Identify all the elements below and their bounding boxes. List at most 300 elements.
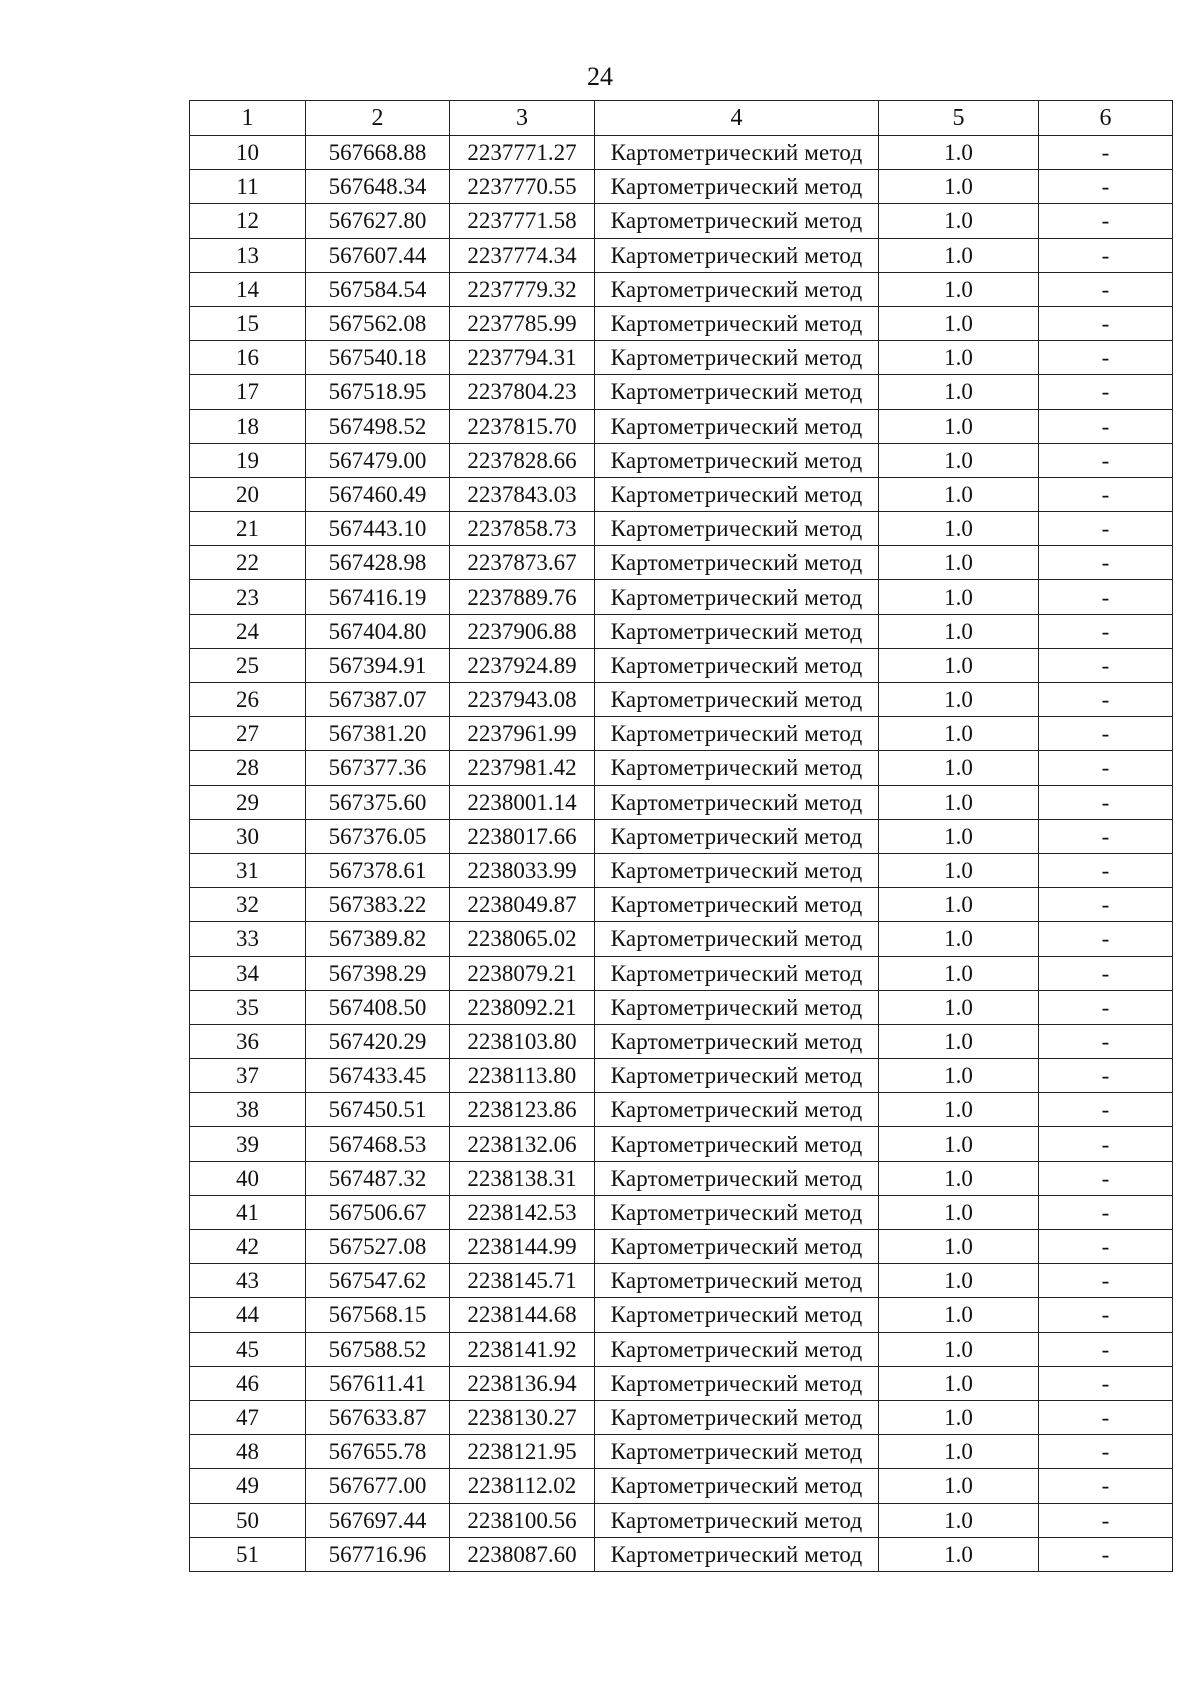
- cell-y-coordinate: 2237804.23: [450, 375, 595, 409]
- cell-y-coordinate: 2237774.34: [450, 238, 595, 272]
- cell-x-coordinate: 567479.00: [306, 443, 450, 477]
- cell-point-number: 41: [190, 1195, 306, 1229]
- cell-y-coordinate: 2237785.99: [450, 306, 595, 340]
- cell-accuracy: 1.0: [879, 1195, 1039, 1229]
- cell-point-number: 13: [190, 238, 306, 272]
- cell-x-coordinate: 567562.08: [306, 306, 450, 340]
- table-body: [190, 136, 1173, 1572]
- cell-x-coordinate: 567468.53: [306, 1127, 450, 1161]
- cell-y-coordinate: 2237770.55: [450, 170, 595, 204]
- cell-x-coordinate: 567677.00: [306, 1469, 450, 1503]
- cell-x-coordinate: 567377.36: [306, 751, 450, 785]
- table-row: [190, 1366, 1173, 1400]
- cell-method: Картометрический метод: [595, 1264, 879, 1298]
- table-row: [190, 136, 1173, 170]
- cell-note: -: [1039, 751, 1173, 785]
- cell-note: -: [1039, 1195, 1173, 1229]
- cell-method: Картометрический метод: [595, 990, 879, 1024]
- table-row: [190, 888, 1173, 922]
- table-row: [190, 546, 1173, 580]
- cell-point-number: 40: [190, 1161, 306, 1195]
- cell-x-coordinate: 567394.91: [306, 648, 450, 682]
- cell-y-coordinate: 2238092.21: [450, 990, 595, 1024]
- cell-x-coordinate: 567375.60: [306, 785, 450, 819]
- table-row: [190, 717, 1173, 751]
- cell-point-number: 10: [190, 136, 306, 170]
- cell-note: -: [1039, 1059, 1173, 1093]
- cell-point-number: 30: [190, 819, 306, 853]
- table-row: [190, 1298, 1173, 1332]
- cell-point-number: 44: [190, 1298, 306, 1332]
- cell-y-coordinate: 2237771.27: [450, 136, 595, 170]
- cell-point-number: 50: [190, 1503, 306, 1537]
- cell-y-coordinate: 2237779.32: [450, 272, 595, 306]
- cell-accuracy: 1.0: [879, 409, 1039, 443]
- cell-accuracy: 1.0: [879, 306, 1039, 340]
- table-row: [190, 1264, 1173, 1298]
- cell-x-coordinate: 567460.49: [306, 477, 450, 511]
- cell-accuracy: 1.0: [879, 1400, 1039, 1434]
- cell-point-number: 21: [190, 512, 306, 546]
- cell-y-coordinate: 2237858.73: [450, 512, 595, 546]
- cell-x-coordinate: 567655.78: [306, 1435, 450, 1469]
- column-header-5: 5: [879, 101, 1039, 136]
- cell-point-number: 26: [190, 683, 306, 717]
- cell-note: -: [1039, 1469, 1173, 1503]
- cell-y-coordinate: 2238132.06: [450, 1127, 595, 1161]
- cell-note: -: [1039, 614, 1173, 648]
- table-row: [190, 170, 1173, 204]
- table-row: [190, 512, 1173, 546]
- cell-note: -: [1039, 1093, 1173, 1127]
- cell-x-coordinate: 567398.29: [306, 956, 450, 990]
- cell-note: -: [1039, 477, 1173, 511]
- cell-x-coordinate: 567487.32: [306, 1161, 450, 1195]
- cell-y-coordinate: 2238136.94: [450, 1366, 595, 1400]
- cell-method: Картометрический метод: [595, 853, 879, 887]
- cell-x-coordinate: 567607.44: [306, 238, 450, 272]
- cell-point-number: 49: [190, 1469, 306, 1503]
- cell-y-coordinate: 2237828.66: [450, 443, 595, 477]
- cell-method: Картометрический метод: [595, 477, 879, 511]
- column-header-4: 4: [595, 101, 879, 136]
- table-row: [190, 443, 1173, 477]
- cell-y-coordinate: 2237794.31: [450, 341, 595, 375]
- cell-method: Картометрический метод: [595, 956, 879, 990]
- cell-x-coordinate: 567540.18: [306, 341, 450, 375]
- cell-note: -: [1039, 990, 1173, 1024]
- cell-y-coordinate: 2238130.27: [450, 1400, 595, 1434]
- cell-method: Картометрический метод: [595, 238, 879, 272]
- cell-method: Картометрический метод: [595, 1230, 879, 1264]
- table-row: [190, 922, 1173, 956]
- cell-note: -: [1039, 683, 1173, 717]
- cell-accuracy: 1.0: [879, 580, 1039, 614]
- cell-accuracy: 1.0: [879, 1298, 1039, 1332]
- cell-method: Картометрический метод: [595, 272, 879, 306]
- cell-method: Картометрический метод: [595, 648, 879, 682]
- cell-accuracy: 1.0: [879, 1332, 1039, 1366]
- cell-x-coordinate: 567668.88: [306, 136, 450, 170]
- cell-note: -: [1039, 1400, 1173, 1434]
- table-row: [190, 785, 1173, 819]
- column-header-3: 3: [450, 101, 595, 136]
- table-row: [190, 272, 1173, 306]
- cell-y-coordinate: 2238100.56: [450, 1503, 595, 1537]
- cell-accuracy: 1.0: [879, 1161, 1039, 1195]
- cell-accuracy: 1.0: [879, 1024, 1039, 1058]
- cell-x-coordinate: 567378.61: [306, 853, 450, 887]
- cell-point-number: 25: [190, 648, 306, 682]
- cell-point-number: 24: [190, 614, 306, 648]
- table-row: [190, 1400, 1173, 1434]
- table-row: [190, 1332, 1173, 1366]
- cell-x-coordinate: 567498.52: [306, 409, 450, 443]
- cell-method: Картометрический метод: [595, 819, 879, 853]
- cell-method: Картометрический метод: [595, 717, 879, 751]
- cell-accuracy: 1.0: [879, 648, 1039, 682]
- cell-point-number: 19: [190, 443, 306, 477]
- table-row: [190, 1469, 1173, 1503]
- table-row: [190, 1093, 1173, 1127]
- cell-y-coordinate: 2238103.80: [450, 1024, 595, 1058]
- cell-method: Картометрический метод: [595, 409, 879, 443]
- cell-method: Картометрический метод: [595, 443, 879, 477]
- cell-point-number: 32: [190, 888, 306, 922]
- cell-accuracy: 1.0: [879, 136, 1039, 170]
- cell-y-coordinate: 2238141.92: [450, 1332, 595, 1366]
- cell-accuracy: 1.0: [879, 546, 1039, 580]
- cell-y-coordinate: 2238145.71: [450, 1264, 595, 1298]
- cell-accuracy: 1.0: [879, 375, 1039, 409]
- cell-y-coordinate: 2237943.08: [450, 683, 595, 717]
- cell-note: -: [1039, 922, 1173, 956]
- table-row: [190, 1059, 1173, 1093]
- cell-y-coordinate: 2237924.89: [450, 648, 595, 682]
- table-header: [190, 101, 1173, 136]
- cell-note: -: [1039, 409, 1173, 443]
- cell-note: -: [1039, 1503, 1173, 1537]
- coordinates-table: [189, 100, 1173, 1572]
- cell-y-coordinate: 2237873.67: [450, 546, 595, 580]
- cell-point-number: 43: [190, 1264, 306, 1298]
- cell-y-coordinate: 2238144.99: [450, 1230, 595, 1264]
- cell-note: -: [1039, 238, 1173, 272]
- table-row: [190, 1503, 1173, 1537]
- cell-method: Картометрический метод: [595, 1127, 879, 1161]
- cell-method: Картометрический метод: [595, 306, 879, 340]
- cell-accuracy: 1.0: [879, 1093, 1039, 1127]
- cell-y-coordinate: 2238138.31: [450, 1161, 595, 1195]
- cell-x-coordinate: 567404.80: [306, 614, 450, 648]
- cell-point-number: 15: [190, 306, 306, 340]
- cell-x-coordinate: 567518.95: [306, 375, 450, 409]
- cell-note: -: [1039, 136, 1173, 170]
- cell-point-number: 46: [190, 1366, 306, 1400]
- cell-accuracy: 1.0: [879, 1059, 1039, 1093]
- cell-accuracy: 1.0: [879, 1366, 1039, 1400]
- cell-method: Картометрический метод: [595, 1366, 879, 1400]
- cell-point-number: 35: [190, 990, 306, 1024]
- cell-y-coordinate: 2238121.95: [450, 1435, 595, 1469]
- cell-x-coordinate: 567588.52: [306, 1332, 450, 1366]
- cell-accuracy: 1.0: [879, 853, 1039, 887]
- cell-x-coordinate: 567547.62: [306, 1264, 450, 1298]
- cell-x-coordinate: 567506.67: [306, 1195, 450, 1229]
- cell-accuracy: 1.0: [879, 1264, 1039, 1298]
- cell-accuracy: 1.0: [879, 1230, 1039, 1264]
- table-row: [190, 1161, 1173, 1195]
- cell-method: Картометрический метод: [595, 922, 879, 956]
- cell-y-coordinate: 2238017.66: [450, 819, 595, 853]
- cell-method: Картометрический метод: [595, 1503, 879, 1537]
- cell-method: Картометрический метод: [595, 375, 879, 409]
- cell-x-coordinate: 567420.29: [306, 1024, 450, 1058]
- cell-x-coordinate: 567416.19: [306, 580, 450, 614]
- cell-accuracy: 1.0: [879, 717, 1039, 751]
- cell-point-number: 22: [190, 546, 306, 580]
- cell-method: Картометрический метод: [595, 1059, 879, 1093]
- cell-x-coordinate: 567568.15: [306, 1298, 450, 1332]
- table-row: [190, 1435, 1173, 1469]
- table-row: [190, 409, 1173, 443]
- cell-method: Картометрический метод: [595, 1469, 879, 1503]
- cell-x-coordinate: 567627.80: [306, 204, 450, 238]
- cell-accuracy: 1.0: [879, 819, 1039, 853]
- cell-note: -: [1039, 853, 1173, 887]
- cell-point-number: 36: [190, 1024, 306, 1058]
- cell-accuracy: 1.0: [879, 990, 1039, 1024]
- cell-point-number: 34: [190, 956, 306, 990]
- cell-note: -: [1039, 1537, 1173, 1571]
- cell-point-number: 11: [190, 170, 306, 204]
- cell-method: Картометрический метод: [595, 341, 879, 375]
- cell-x-coordinate: 567381.20: [306, 717, 450, 751]
- cell-note: -: [1039, 341, 1173, 375]
- cell-point-number: 12: [190, 204, 306, 238]
- cell-accuracy: 1.0: [879, 922, 1039, 956]
- cell-accuracy: 1.0: [879, 785, 1039, 819]
- cell-y-coordinate: 2238065.02: [450, 922, 595, 956]
- cell-method: Картометрический метод: [595, 580, 879, 614]
- table-row: [190, 477, 1173, 511]
- cell-note: -: [1039, 1332, 1173, 1366]
- cell-y-coordinate: 2237961.99: [450, 717, 595, 751]
- cell-y-coordinate: 2238144.68: [450, 1298, 595, 1332]
- table-row: [190, 648, 1173, 682]
- cell-point-number: 20: [190, 477, 306, 511]
- cell-accuracy: 1.0: [879, 272, 1039, 306]
- cell-point-number: 27: [190, 717, 306, 751]
- cell-method: Картометрический метод: [595, 1195, 879, 1229]
- cell-note: -: [1039, 1366, 1173, 1400]
- cell-method: Картометрический метод: [595, 1332, 879, 1366]
- cell-note: -: [1039, 546, 1173, 580]
- cell-note: -: [1039, 580, 1173, 614]
- cell-accuracy: 1.0: [879, 1435, 1039, 1469]
- cell-accuracy: 1.0: [879, 170, 1039, 204]
- cell-x-coordinate: 567611.41: [306, 1366, 450, 1400]
- cell-method: Картометрический метод: [595, 1400, 879, 1434]
- cell-note: -: [1039, 1298, 1173, 1332]
- cell-note: -: [1039, 819, 1173, 853]
- cell-note: -: [1039, 1024, 1173, 1058]
- cell-x-coordinate: 567633.87: [306, 1400, 450, 1434]
- cell-y-coordinate: 2238087.60: [450, 1537, 595, 1571]
- cell-method: Картометрический метод: [595, 1024, 879, 1058]
- cell-note: -: [1039, 204, 1173, 238]
- cell-note: -: [1039, 1435, 1173, 1469]
- cell-accuracy: 1.0: [879, 204, 1039, 238]
- cell-note: -: [1039, 956, 1173, 990]
- cell-accuracy: 1.0: [879, 888, 1039, 922]
- cell-note: -: [1039, 375, 1173, 409]
- cell-method: Картометрический метод: [595, 1093, 879, 1127]
- cell-y-coordinate: 2238079.21: [450, 956, 595, 990]
- cell-note: -: [1039, 1230, 1173, 1264]
- cell-note: -: [1039, 272, 1173, 306]
- cell-x-coordinate: 567697.44: [306, 1503, 450, 1537]
- table-row: [190, 375, 1173, 409]
- cell-note: -: [1039, 170, 1173, 204]
- cell-accuracy: 1.0: [879, 614, 1039, 648]
- cell-method: Картометрический метод: [595, 888, 879, 922]
- table-row: [190, 238, 1173, 272]
- cell-y-coordinate: 2237815.70: [450, 409, 595, 443]
- cell-point-number: 47: [190, 1400, 306, 1434]
- table-row: [190, 1127, 1173, 1161]
- cell-x-coordinate: 567387.07: [306, 683, 450, 717]
- cell-note: -: [1039, 1264, 1173, 1298]
- table-row: [190, 341, 1173, 375]
- cell-method: Картометрический метод: [595, 512, 879, 546]
- cell-x-coordinate: 567527.08: [306, 1230, 450, 1264]
- cell-y-coordinate: 2238001.14: [450, 785, 595, 819]
- cell-method: Картометрический метод: [595, 1161, 879, 1195]
- table-row: [190, 614, 1173, 648]
- cell-x-coordinate: 567450.51: [306, 1093, 450, 1127]
- cell-method: Картометрический метод: [595, 204, 879, 238]
- cell-accuracy: 1.0: [879, 1503, 1039, 1537]
- table-row: [190, 580, 1173, 614]
- cell-x-coordinate: 567648.34: [306, 170, 450, 204]
- cell-point-number: 17: [190, 375, 306, 409]
- column-header-2: 2: [306, 101, 450, 136]
- cell-note: -: [1039, 648, 1173, 682]
- cell-method: Картометрический метод: [595, 1537, 879, 1571]
- cell-accuracy: 1.0: [879, 341, 1039, 375]
- cell-x-coordinate: 567433.45: [306, 1059, 450, 1093]
- cell-y-coordinate: 2237771.58: [450, 204, 595, 238]
- cell-x-coordinate: 567716.96: [306, 1537, 450, 1571]
- cell-y-coordinate: 2237843.03: [450, 477, 595, 511]
- table-row: [190, 204, 1173, 238]
- cell-accuracy: 1.0: [879, 1469, 1039, 1503]
- table-row: [190, 956, 1173, 990]
- table-row: [190, 1195, 1173, 1229]
- table-row: [190, 1230, 1173, 1264]
- cell-note: -: [1039, 306, 1173, 340]
- column-header-6: 6: [1039, 101, 1173, 136]
- cell-y-coordinate: 2237906.88: [450, 614, 595, 648]
- cell-note: -: [1039, 717, 1173, 751]
- cell-method: Картометрический метод: [595, 1435, 879, 1469]
- cell-y-coordinate: 2238112.02: [450, 1469, 595, 1503]
- cell-accuracy: 1.0: [879, 683, 1039, 717]
- cell-accuracy: 1.0: [879, 956, 1039, 990]
- cell-note: -: [1039, 1127, 1173, 1161]
- cell-method: Картометрический метод: [595, 546, 879, 580]
- table-row: [190, 751, 1173, 785]
- cell-point-number: 29: [190, 785, 306, 819]
- cell-x-coordinate: 567408.50: [306, 990, 450, 1024]
- cell-accuracy: 1.0: [879, 1537, 1039, 1571]
- cell-point-number: 45: [190, 1332, 306, 1366]
- cell-method: Картометрический метод: [595, 136, 879, 170]
- cell-note: -: [1039, 1161, 1173, 1195]
- cell-note: -: [1039, 512, 1173, 546]
- table-row: [190, 683, 1173, 717]
- cell-y-coordinate: 2238113.80: [450, 1059, 595, 1093]
- cell-point-number: 42: [190, 1230, 306, 1264]
- cell-point-number: 23: [190, 580, 306, 614]
- cell-method: Картометрический метод: [595, 785, 879, 819]
- table-row: [190, 819, 1173, 853]
- cell-point-number: 51: [190, 1537, 306, 1571]
- cell-point-number: 14: [190, 272, 306, 306]
- cell-accuracy: 1.0: [879, 477, 1039, 511]
- cell-y-coordinate: 2237889.76: [450, 580, 595, 614]
- cell-x-coordinate: 567443.10: [306, 512, 450, 546]
- cell-point-number: 39: [190, 1127, 306, 1161]
- cell-x-coordinate: 567584.54: [306, 272, 450, 306]
- cell-accuracy: 1.0: [879, 751, 1039, 785]
- table-row: [190, 1537, 1173, 1571]
- cell-point-number: 37: [190, 1059, 306, 1093]
- cell-x-coordinate: 567389.82: [306, 922, 450, 956]
- cell-note: -: [1039, 888, 1173, 922]
- cell-method: Картометрический метод: [595, 170, 879, 204]
- cell-x-coordinate: 567383.22: [306, 888, 450, 922]
- cell-method: Картометрический метод: [595, 751, 879, 785]
- header-row: [190, 101, 1173, 136]
- cell-y-coordinate: 2238033.99: [450, 853, 595, 887]
- page-number: 24: [587, 62, 613, 91]
- cell-method: Картометрический метод: [595, 683, 879, 717]
- cell-method: Картометрический метод: [595, 614, 879, 648]
- cell-point-number: 48: [190, 1435, 306, 1469]
- cell-method: Картометрический метод: [595, 1298, 879, 1332]
- cell-y-coordinate: 2237981.42: [450, 751, 595, 785]
- table-row: [190, 853, 1173, 887]
- cell-accuracy: 1.0: [879, 1127, 1039, 1161]
- table-row: [190, 306, 1173, 340]
- cell-point-number: 28: [190, 751, 306, 785]
- cell-x-coordinate: 567428.98: [306, 546, 450, 580]
- cell-x-coordinate: 567376.05: [306, 819, 450, 853]
- column-header-1: 1: [190, 101, 306, 136]
- cell-point-number: 18: [190, 409, 306, 443]
- cell-y-coordinate: 2238049.87: [450, 888, 595, 922]
- cell-accuracy: 1.0: [879, 512, 1039, 546]
- table-row: [190, 1024, 1173, 1058]
- cell-accuracy: 1.0: [879, 238, 1039, 272]
- cell-point-number: 16: [190, 341, 306, 375]
- cell-point-number: 31: [190, 853, 306, 887]
- cell-note: -: [1039, 443, 1173, 477]
- cell-y-coordinate: 2238123.86: [450, 1093, 595, 1127]
- table-row: [190, 990, 1173, 1024]
